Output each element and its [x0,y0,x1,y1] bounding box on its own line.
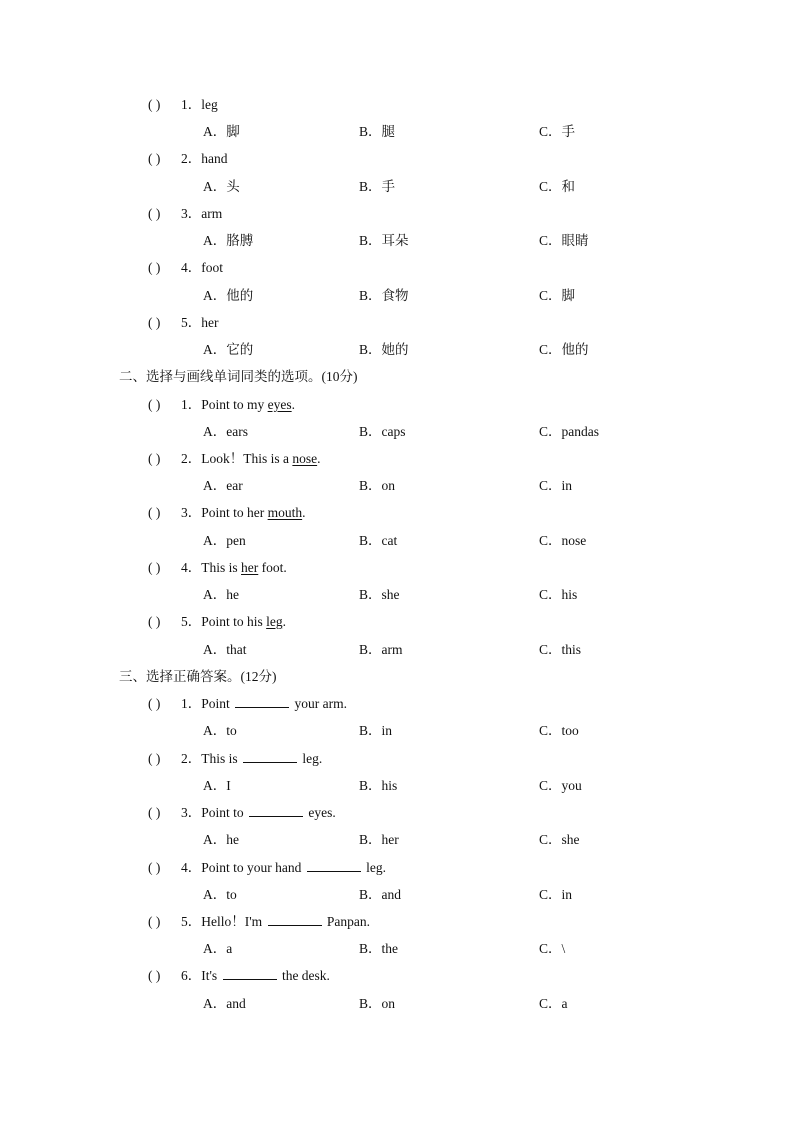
section3-heading-row [0,667,793,687]
answer-paren[interactable]: ( ) [148,206,161,221]
question-before: Point to her [201,505,268,520]
question-after: eyes. [305,805,336,820]
option-a[interactable]: A．that [203,642,247,657]
option-c[interactable]: C．in [539,887,573,902]
option-b[interactable]: B．on [359,478,396,493]
s2-q1 [0,395,793,415]
option-b[interactable]: B．cat [359,533,398,548]
option-c[interactable]: C．\ [539,941,566,956]
answer-paren[interactable]: ( ) [148,260,161,275]
question-before: This is [201,751,242,766]
s2-q4-options [0,585,793,605]
answer-blank[interactable] [235,694,289,708]
option-b[interactable]: B．caps [359,424,406,439]
question-number: 4． [181,260,202,275]
option-c[interactable]: C．pandas [539,424,599,439]
option-b[interactable]: B．her [359,832,399,847]
answer-blank[interactable] [223,966,277,980]
s2-q5 [0,612,793,632]
question-number: 5． [181,315,202,330]
option-a[interactable]: A．I [203,778,231,793]
s3-q5 [0,912,793,932]
question-number: 4． [181,860,202,875]
option-a[interactable]: A．胳膊 [203,233,254,248]
option-c[interactable]: C．this [539,642,582,657]
question-text [181,558,287,578]
s3-q3 [0,803,793,823]
option-c[interactable]: C．too [539,723,579,738]
s2-q2 [0,449,793,469]
s1-q4 [0,258,793,278]
question-number: 1． [181,397,202,412]
question-before: Point [201,696,234,711]
option-c[interactable]: C．nose [539,533,587,548]
question-text [181,395,295,415]
question-word: foot [201,260,223,275]
s2-q3-options [0,531,793,551]
underlined-word: leg [266,614,283,629]
option-b[interactable]: B．in [359,723,393,738]
option-a[interactable]: A．头 [203,179,240,194]
answer-blank[interactable] [307,858,361,872]
option-c[interactable]: C．a [539,996,568,1011]
section2-heading: 二、选择与画线单词同类的选项。(10分) [119,369,358,384]
question-text [181,803,336,823]
option-b[interactable]: B．食物 [359,288,409,303]
underlined-word: her [241,560,259,575]
answer-paren[interactable]: ( ) [148,968,161,983]
answer-blank[interactable] [249,803,303,817]
question-text [181,149,228,169]
question-text [181,313,219,333]
question-before: Point to my [201,397,268,412]
question-after: the desk. [278,968,330,983]
s1-q4-options [0,286,793,306]
option-b[interactable]: B．她的 [359,342,409,357]
s3-q1 [0,694,793,714]
option-b[interactable]: B．his [359,778,398,793]
question-number: 3． [181,206,202,221]
s1-q5-options [0,340,793,360]
question-text [181,694,347,714]
option-a[interactable]: A．它的 [203,342,254,357]
option-a[interactable]: A．he [203,832,239,847]
question-after: Panpan. [323,914,371,929]
question-after: . [317,451,321,466]
answer-paren[interactable]: ( ) [148,97,161,112]
s2-q5-options [0,640,793,660]
question-number: 5． [181,914,202,929]
section2-heading-row [0,367,793,387]
question-number: 1． [181,97,202,112]
s3-q1-options [0,721,793,741]
answer-paren[interactable]: ( ) [148,914,161,929]
option-c[interactable]: C．眼睛 [539,233,589,248]
option-b[interactable]: B．腿 [359,124,396,139]
option-b[interactable]: B．耳朵 [359,233,409,248]
option-a[interactable]: A．pen [203,533,246,548]
s1-q2 [0,149,793,169]
section3-heading: 三、选择正确答案。(12分) [119,669,277,684]
question-text [181,858,386,878]
option-b[interactable]: B．the [359,941,398,956]
question-number: 5． [181,614,202,629]
question-before: Hello！I'm [201,914,266,929]
s1-q1-options [0,122,793,142]
s3-q6-options [0,994,793,1014]
question-number: 3． [181,505,202,520]
question-before: Point to your hand [201,860,305,875]
question-after: . [302,505,306,520]
option-a[interactable]: A．to [203,887,237,902]
s1-q1 [0,95,793,115]
question-text [181,449,321,469]
question-word: her [201,315,219,330]
question-number: 3． [181,805,202,820]
option-b[interactable]: B．and [359,887,401,902]
question-before: This is [201,560,242,575]
s3-q3-options [0,830,793,850]
s3-q2-options [0,776,793,796]
s1-q2-options [0,177,793,197]
question-number: 4． [181,560,202,575]
question-number: 2． [181,451,202,466]
answer-paren[interactable]: ( ) [148,751,161,766]
option-a[interactable]: A．ear [203,478,243,493]
answer-paren[interactable]: ( ) [148,805,161,820]
option-c[interactable]: C．脚 [539,288,576,303]
question-text [181,612,286,632]
question-text [181,95,218,115]
question-text [181,258,223,278]
option-c[interactable]: C．他的 [539,342,589,357]
s2-q2-options [0,476,793,496]
option-b[interactable]: B．手 [359,179,396,194]
s3-q2 [0,749,793,769]
option-a[interactable]: A．脚 [203,124,240,139]
option-a[interactable]: A．and [203,996,246,1011]
option-a[interactable]: A．a [203,941,233,956]
question-number: 2． [181,151,202,166]
option-c[interactable]: C．和 [539,179,576,194]
question-after: foot. [258,560,287,575]
question-text [181,503,306,523]
question-before: Point to his [201,614,267,629]
option-a[interactable]: A．他的 [203,288,254,303]
question-word: leg [201,97,218,112]
answer-paren[interactable]: ( ) [148,560,161,575]
question-text [181,966,330,986]
question-text [181,912,370,932]
option-c[interactable]: C．she [539,832,580,847]
question-after: . [291,397,296,412]
answer-paren[interactable]: ( ) [148,315,161,330]
underlined-word: mouth [267,505,303,520]
answer-paren[interactable]: ( ) [148,696,161,711]
answer-paren[interactable]: ( ) [148,860,161,875]
question-number: 1． [181,696,202,711]
question-word: arm [201,206,223,221]
question-after: your arm. [291,696,347,711]
s3-q6 [0,966,793,986]
s3-q5-options [0,939,793,959]
s3-q4 [0,858,793,878]
answer-blank[interactable] [268,912,322,926]
option-c[interactable]: C．his [539,587,578,602]
s1-q3-options [0,231,793,251]
s2-q3 [0,503,793,523]
s2-q1-options [0,422,793,442]
option-a[interactable]: A．ears [203,424,248,439]
question-text [181,204,222,224]
answer-paren[interactable]: ( ) [148,614,161,629]
option-a[interactable]: A．he [203,587,239,602]
option-b[interactable]: B．arm [359,642,403,657]
underlined-word: nose [292,451,318,466]
s1-q3 [0,204,793,224]
answer-paren[interactable]: ( ) [148,151,161,166]
option-c[interactable]: C．you [539,778,582,793]
underlined-word: eyes [267,397,292,412]
s2-q4 [0,558,793,578]
question-after: leg. [299,751,323,766]
answer-paren[interactable]: ( ) [148,505,161,520]
question-before: Look！This is a [201,451,293,466]
question-after: leg. [362,860,386,875]
s1-q5 [0,313,793,333]
question-after: . [282,614,287,629]
question-before: It's [201,968,221,983]
option-c[interactable]: C．in [539,478,573,493]
option-c[interactable]: C．手 [539,124,576,139]
option-b[interactable]: B．she [359,587,400,602]
question-word: hand [201,151,228,166]
question-number: 6． [181,968,202,983]
option-a[interactable]: A．to [203,723,237,738]
question-text [181,749,322,769]
answer-blank[interactable] [243,749,297,763]
question-before: Point to [201,805,248,820]
answer-paren[interactable]: ( ) [148,451,161,466]
s3-q4-options [0,885,793,905]
option-b[interactable]: B．on [359,996,396,1011]
answer-paren[interactable]: ( ) [148,397,161,412]
question-number: 2． [181,751,202,766]
